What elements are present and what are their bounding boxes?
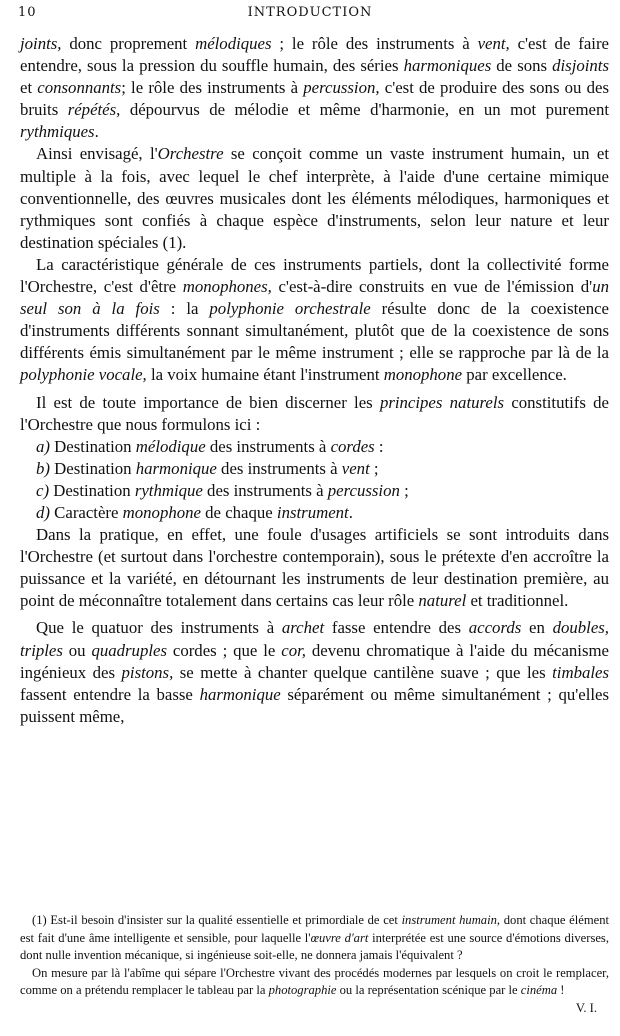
text-run: c'est-à-dire construits en vue de l'émission d'	[271, 277, 593, 297]
text-run: Destination	[49, 480, 135, 500]
text-run: !	[557, 983, 565, 998]
text-run: Que le quatuor des instruments à	[36, 618, 282, 638]
text-run: par excellence.	[462, 365, 567, 385]
list-item	[20, 436, 609, 458]
main-text	[20, 33, 609, 728]
text-run: fasse entendre des	[324, 618, 469, 638]
text-run: des instruments à	[205, 436, 331, 456]
italic-run: polyphonie vocale,	[20, 365, 147, 385]
paragraph	[20, 392, 609, 436]
text-run: se conçoit comme un vaste instrument humain, un et multiple à la fois, avec lequel le chef interprète, à l'aide d'une certaine mimique conventionnelle, des œuvres musicales dont les éléments mélodiques, harmoniques et rythmiques sont confiés à chaque espèce d'instruments, selon leur nature et leur destination spéciales (1).	[20, 144, 609, 252]
italic-run: harmonique	[135, 458, 217, 478]
page-number: 10	[18, 5, 37, 20]
footnotes	[20, 912, 609, 1018]
text-run: résulte donc de la coexistence d'instruments différents sonnant simultanément, plutôt que de la coexistence de sons différents émis simultanément par le même instrument ; elle se rapproche par là de la	[20, 299, 610, 363]
text-run: .	[94, 122, 99, 142]
text-run: Destination	[49, 436, 136, 456]
italic-run: percussion	[327, 480, 400, 500]
italic-run: instrument	[276, 502, 349, 522]
running-header	[18, 5, 602, 25]
text-run: ;	[369, 458, 379, 478]
text-run: c'est de faire entendre, sous la pression du souffle humain, des séries	[20, 34, 610, 76]
italic-run: harmonique	[199, 684, 281, 704]
text-run: de sons	[491, 56, 553, 76]
italic-run: mélodiques	[195, 34, 272, 53]
text-run: ; le rôle des instruments à	[271, 34, 478, 53]
italic-run: harmoniques	[403, 56, 492, 76]
text-run: ou la représentation scénique par le	[336, 983, 521, 998]
footnote	[20, 912, 609, 965]
text-run: ;	[399, 480, 409, 500]
text-run: et traditionnel.	[466, 591, 569, 611]
text-run: séparément ou même simultanément ; qu'elles puissent même,	[20, 684, 610, 726]
list-item	[20, 502, 609, 524]
italic-run: a)	[36, 436, 50, 456]
paragraph	[20, 617, 609, 727]
text-run: ou	[62, 640, 92, 660]
italic-run: Orchestre	[157, 144, 224, 164]
italic-run: cinéma	[520, 983, 558, 998]
text-run: (1) Est-il besoin d'insister sur la qualité essentielle et primordiale de cet	[32, 913, 402, 927]
italic-run: doubles, triples	[20, 618, 609, 660]
list-item	[20, 458, 609, 480]
text-run: c'est de produire des sons ou des bruits	[20, 78, 609, 120]
italic-run: monophone	[383, 365, 463, 385]
paragraph	[20, 254, 609, 387]
italic-run: pistons,	[121, 662, 174, 682]
running-title: INTRODUCTION	[247, 5, 373, 20]
italic-run: polyphonie orchestrale	[209, 299, 371, 319]
text-run: : la	[159, 299, 210, 319]
italic-run: d)	[36, 502, 50, 522]
paragraph	[20, 143, 609, 253]
italic-run: mélodique	[135, 436, 206, 456]
text-run: dont chaque élément est fait d'une âme intelligente et sensible, pour laquelle l'	[20, 913, 609, 945]
text-run: la voix humaine étant l'instrument	[146, 365, 384, 385]
italic-run: b)	[36, 458, 50, 478]
list-item	[20, 480, 609, 502]
text-run: des instruments à	[216, 458, 342, 478]
text-run: Il est de toute importance de bien discerner les	[36, 392, 380, 412]
text-run: donc proprement	[61, 34, 196, 53]
italic-run: joints,	[20, 34, 62, 53]
text-run: fassent entendre la basse	[20, 684, 200, 704]
footnote-signature: V. I.	[575, 1000, 597, 1015]
text-run: se mette à chanter quelque cantilène suave ; que les	[173, 662, 553, 682]
text-run: Caractère	[49, 502, 123, 522]
italic-run: disjoints	[552, 56, 609, 76]
italic-run: principes naturels	[379, 392, 505, 412]
text-run: dépourvus de mélodie et même d'harmonie, en un mot purement	[120, 100, 610, 120]
text-run: Destination	[49, 458, 136, 478]
text-run: Ainsi envisagé, l'	[36, 144, 158, 164]
text-run: constitutifs de l'Orchestre que nous formulons ici :	[20, 392, 609, 434]
italic-run: cordes	[330, 436, 375, 456]
text-run: des instruments à	[202, 480, 328, 500]
text-run: Dans la pratique, en effet, une foule d'usages artificiels se sont introduits dans l'Orchestre (et surtout dans l'orchestre contemporain), sous le prétexte d'en accroître la puissance et la variété, en détournant les instruments de leur destination première, au point de méconnaître totalement dans certains cas leur rôle	[20, 525, 609, 611]
italic-run: vent	[341, 458, 370, 478]
text-run: On mesure par là l'abîme qui sépare l'Orchestre vivant des procédés modernes par lesquels on croit le remplacer, comme on a prétendu remplacer le tableau par la	[20, 965, 609, 998]
italic-run: photographie	[268, 983, 337, 998]
italic-run: quadruples	[91, 640, 167, 660]
italic-run: un seul son à la fois	[20, 277, 609, 319]
italic-run: percussion,	[303, 78, 380, 98]
italic-run: cor,	[281, 640, 306, 660]
italic-run: rythmique	[134, 480, 203, 500]
italic-run: timbales	[552, 662, 609, 682]
text-run: interprétée est une source d'émotions diverses, dont nulle invention mécanique, si ingénieuse soit-elle, ne donnera jamais l'équivalent ?	[20, 930, 609, 963]
italic-run: monophone	[122, 502, 201, 522]
text-run: et	[20, 78, 38, 98]
italic-run: instrument humain,	[401, 913, 501, 927]
text-run: cordes ; que le	[166, 640, 282, 660]
italic-run: vent,	[477, 34, 510, 53]
text-run: :	[374, 436, 384, 456]
italic-run: accords	[468, 618, 522, 638]
text-run: devenu chromatique à l'aide du mécanisme ingénieux des	[20, 640, 610, 682]
text-run: .	[348, 502, 353, 522]
italic-run: consonnants	[37, 78, 122, 98]
italic-run: c)	[36, 480, 50, 500]
italic-run: naturel	[418, 591, 467, 611]
text-run: La caractéristique générale de ces instruments partiels, dont la collectivité forme l'Orchestre, c'est d'être	[20, 254, 609, 297]
italic-run: œuvre d'art	[310, 930, 369, 945]
text-run: ; le rôle des instruments à	[121, 78, 304, 98]
paragraph	[20, 524, 609, 612]
text-run: en	[521, 618, 553, 638]
footnote	[20, 965, 609, 1015]
text-run: de chaque	[200, 502, 277, 522]
italic-run: archet	[281, 618, 325, 638]
italic-run: rythmiques	[20, 122, 95, 142]
italic-run: monophones,	[182, 277, 272, 297]
paragraph	[20, 33, 609, 143]
italic-run: répétés,	[67, 100, 121, 120]
